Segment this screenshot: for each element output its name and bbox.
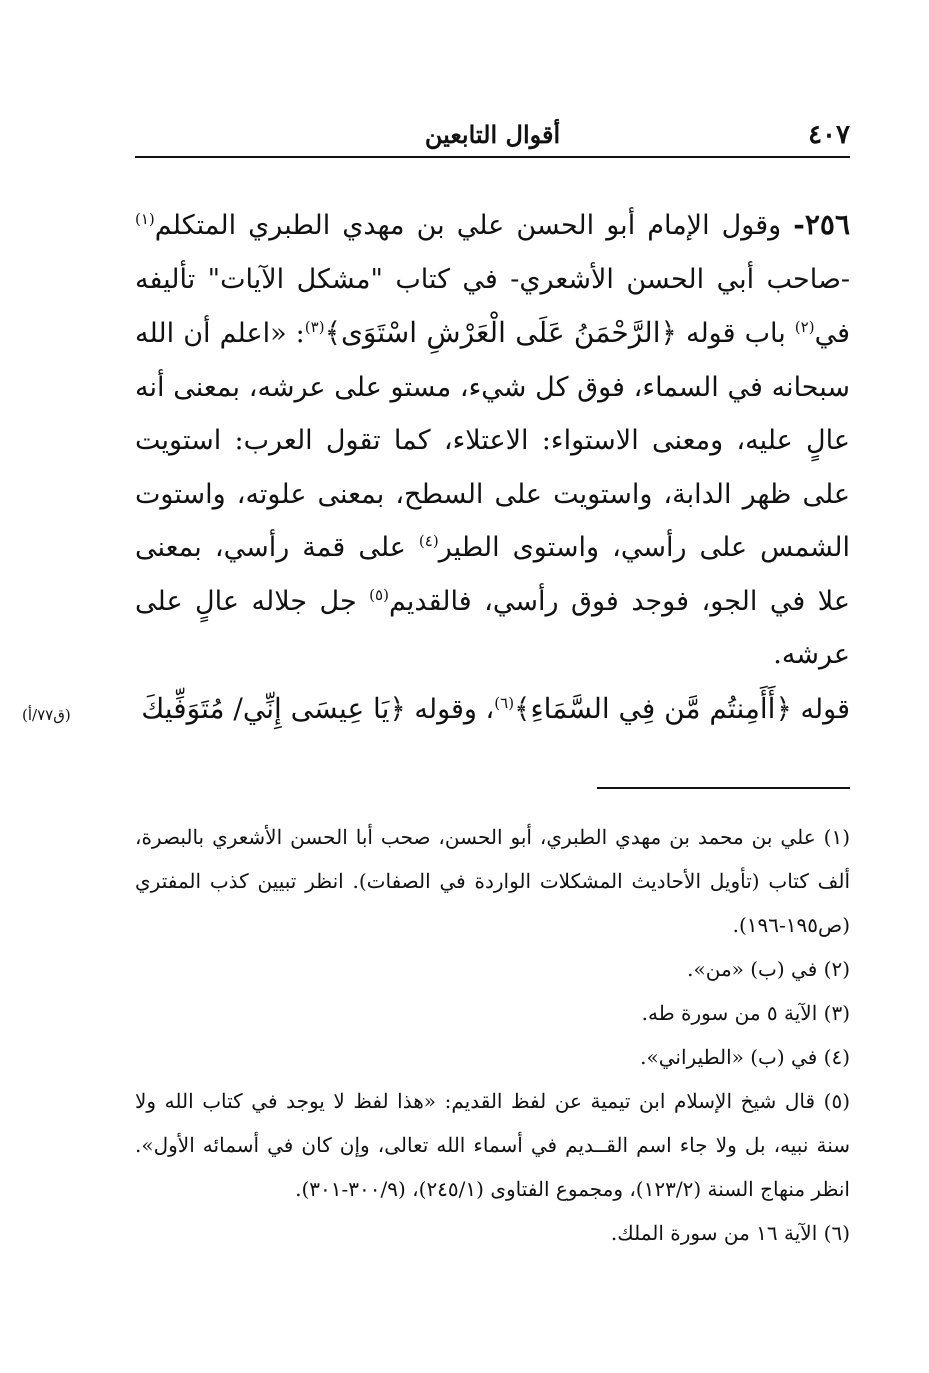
quran-verse-isa: ﴿يَا عِيسَى إِنِّي/ مُتَوَفِّيكَ (141, 691, 406, 725)
entry-number: ٢٥٦- (793, 208, 850, 241)
paragraph-verses (135, 682, 850, 737)
quran-verse-sama: ﴿أَأَمِنتُم مَّن فِي السَّمَاءِ﴾ (514, 691, 792, 725)
footnote-2: (٢) في (ب) «من». (687, 957, 850, 981)
footnote-ref-6[interactable]: (٦) (494, 693, 515, 712)
manuscript-folio-note: (ق٧٧/أ) (22, 706, 71, 724)
text-run: قوله (791, 693, 850, 725)
footnote-1: (١) علي بن محمد بن مهدي الطبري، أبو الحسن، صحب أبا الحسن الأشعري بالبصرة، ألف كتاب (تأويل الأحاديث المشكلات الواردة في الصفات). انظر تبيين كذب المفتري (ص١٩٥-١٩٦). (135, 825, 850, 937)
footnote-ref-5[interactable]: (٥) (369, 585, 389, 604)
footnote-divider (597, 787, 850, 789)
running-title: أقوال التابعين (424, 120, 561, 149)
footnotes (135, 815, 850, 1255)
footnote-ref-4[interactable]: (٤) (418, 532, 439, 550)
text-run: على قمة رأسي، بمعنى علا في الجو، فوجد فوق رأسي، فالقديم (135, 532, 850, 617)
footnote-3: (٣) الآية ٥ من سورة طه. (641, 1001, 850, 1025)
page-number: ٤٠٧ (808, 120, 850, 150)
quran-verse-istawa: ﴿الرَّحْمَنُ عَلَى الْعَرْشِ اسْتَوَى﴾ (324, 316, 677, 349)
text-run: ، وقوله (405, 693, 495, 725)
footnote-ref-3[interactable]: (٣) (304, 318, 325, 336)
footnote-ref-1[interactable]: (١) (135, 210, 155, 228)
text-run: جل جلاله عالٍ على عرشه. (135, 585, 850, 670)
text-run: باب قوله (676, 318, 795, 349)
text-run: : «اعلم أن الله سبحانه في السماء، فوق كل شيء، مستو على عرشه، بمعنى أنه عالٍ عليه، ومعنى الاستواء: الاعتلاء، كما تقول العرب: استويت على ظهر الدابة، واستويت على السطح، بمعنى علوته، واستوت الشمس على رأسي، واستوى الطير (135, 318, 850, 563)
paragraph-entry-256 (135, 198, 850, 682)
footnote-4: (٤) في (ب) «الطيراني». (640, 1045, 850, 1069)
main-text (135, 198, 850, 736)
footnote-6: (٦) الآية ١٦ من سورة الملك. (610, 1221, 850, 1245)
footnote-5: (٥) قال شيخ الإسلام ابن تيمية عن لفظ القديم: «هذا لفظ لا يوجد في كتاب الله ولا سنة نبيه، بل ولا جاء اسم القــديم في أسماء الله تعالى، وإن كان في أسمائه الأول». انظر منهاج السنة (١٢٣/٢)، ومجموع الفتاوى (٢٤٥/١)، (٣٠٠/٩-٣٠١). (135, 1089, 850, 1201)
header-divider (135, 156, 850, 158)
page-header (135, 112, 850, 158)
text-run: وقول الإمام أبو الحسن علي بن مهدي الطبري المتكلم (154, 210, 794, 241)
footnote-ref-2[interactable]: (٢) (794, 318, 815, 336)
text-run: -صاحب أبي الحسن الأشعري- في كتاب "مشكل الآيات" تأليفه في (135, 263, 850, 349)
